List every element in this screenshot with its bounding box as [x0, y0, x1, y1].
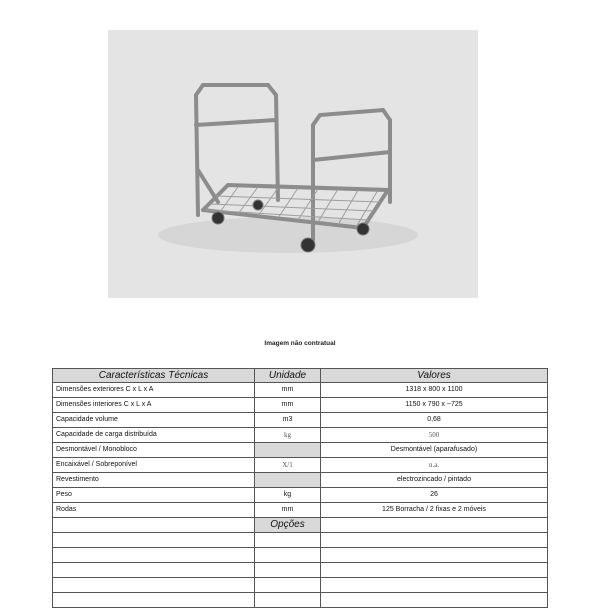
spec-value: 1318 x 800 x 1100: [321, 383, 548, 398]
product-photo: [108, 30, 478, 298]
options-title: Opções: [255, 518, 321, 533]
spec-unit: mm: [255, 503, 321, 518]
specifications-body: [53, 383, 548, 518]
spec-unit: X/1: [255, 458, 321, 473]
table-row: [53, 488, 548, 503]
options-blank-row: [53, 593, 548, 608]
table-row: [53, 458, 548, 473]
table-row: [53, 413, 548, 428]
spec-label: Encaixável / Sobreponível: [53, 458, 255, 473]
table-row: [53, 398, 548, 413]
options-header-row: [53, 518, 548, 533]
table-row: [53, 473, 548, 488]
header-unit: Unidade: [255, 369, 321, 383]
spec-label: Peso: [53, 488, 255, 503]
options-spacer-right: [321, 518, 548, 533]
spec-label: Capacidade de carga distribuída: [53, 428, 255, 443]
table-row: [53, 443, 548, 458]
spec-unit: mm: [255, 383, 321, 398]
spec-label: Capacidade volume: [53, 413, 255, 428]
options-blank-row: [53, 548, 548, 563]
spec-value: 26: [321, 488, 548, 503]
spec-value: 0,68: [321, 413, 548, 428]
spec-unit: [255, 473, 321, 488]
spec-value: 500: [321, 428, 548, 443]
spec-unit: m3: [255, 413, 321, 428]
spec-label: Dimensões exteriores C x L x A: [53, 383, 255, 398]
options-blank-row: [53, 578, 548, 593]
table-header-row: [53, 369, 548, 383]
options-spacer-left: [53, 518, 255, 533]
spec-unit: [255, 443, 321, 458]
spec-label: Revestimento: [53, 473, 255, 488]
options-blank-row: [53, 533, 548, 548]
specifications-table: [52, 368, 548, 608]
spec-value: 1150 x 790 x ~725: [321, 398, 548, 413]
spec-unit: mm: [255, 398, 321, 413]
spec-label: Desmontável / Monobloco: [53, 443, 255, 458]
image-caption: Imagem não contratual: [264, 340, 336, 347]
spec-label: Dimensões interiores C x L x A: [53, 398, 255, 413]
options-blank-row: [53, 563, 548, 578]
table-row: [53, 503, 548, 518]
spec-unit: kg: [255, 488, 321, 503]
header-characteristics: Características Técnicas: [53, 369, 255, 383]
trolley-cart-image: [108, 30, 478, 298]
table-row: [53, 383, 548, 398]
table-row: [53, 428, 548, 443]
spec-value: Desmontável (aparafusado): [321, 443, 548, 458]
spec-value: n.a.: [321, 458, 548, 473]
spec-value: electrozincado / pintado: [321, 473, 548, 488]
spec-value: 125 Borracha / 2 fixas e 2 móveis: [321, 503, 548, 518]
header-values: Valores: [321, 369, 548, 383]
spec-label: Rodas: [53, 503, 255, 518]
options-section: [53, 518, 548, 608]
spec-unit: kg: [255, 428, 321, 443]
